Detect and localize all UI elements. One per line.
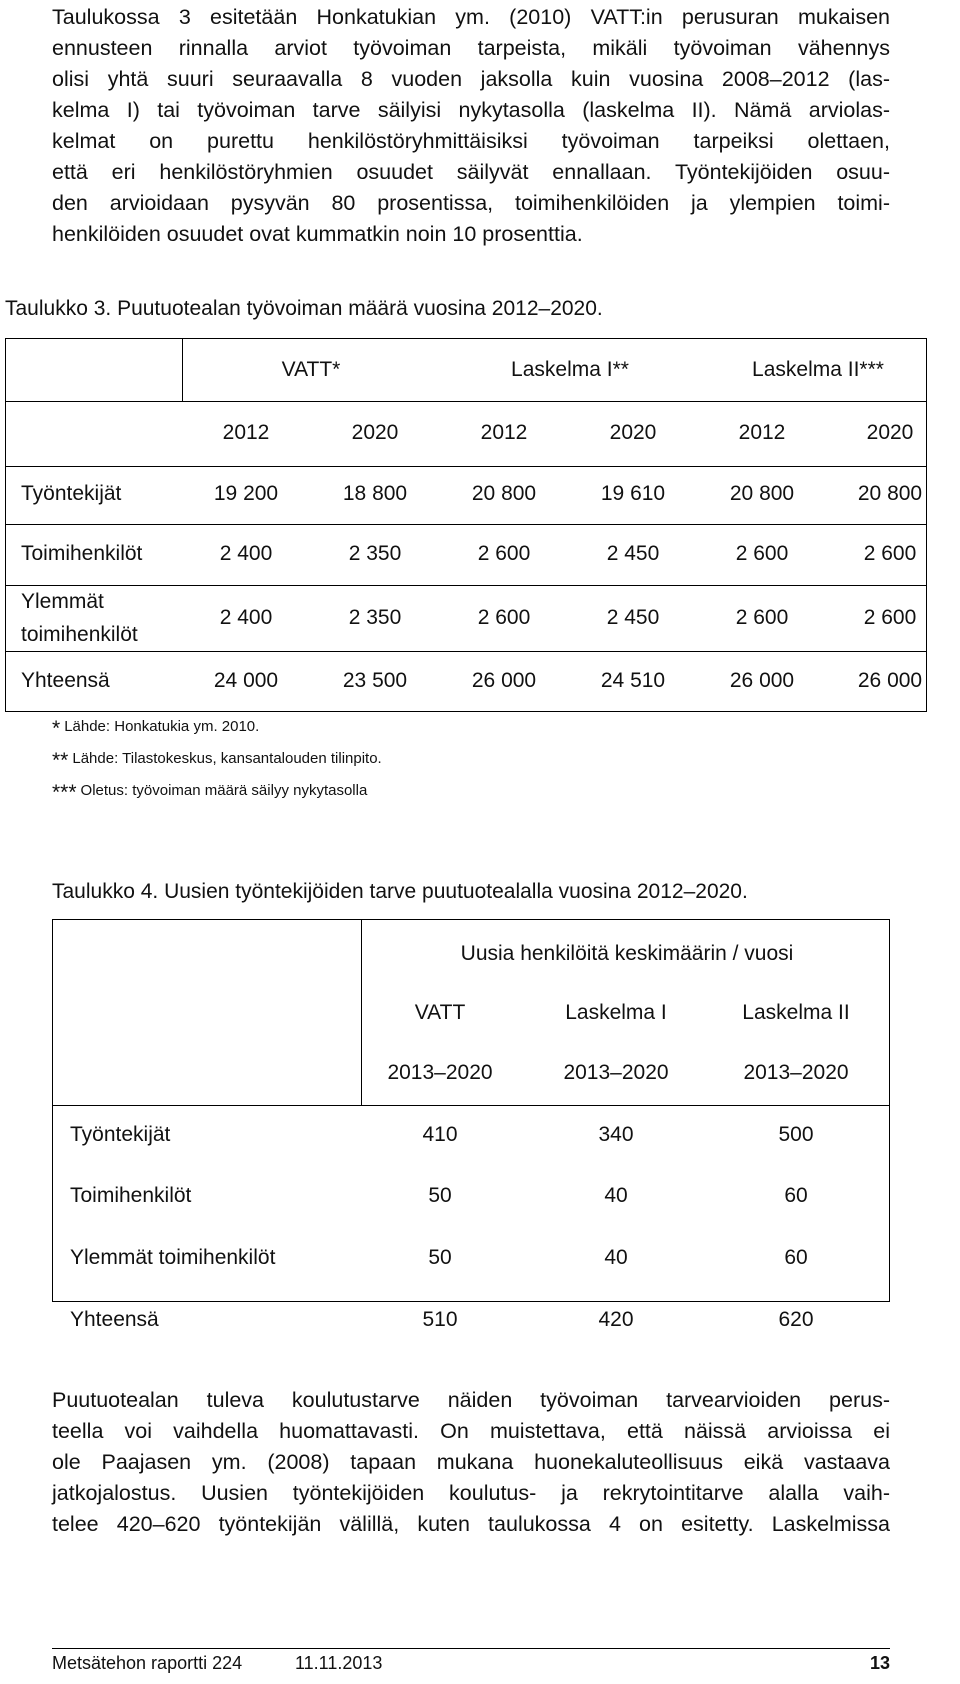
paragraph-line: että eri henkilöstöryhmien osuudet säilyvät ennallaan. Työntekijöiden osuu- [52,160,890,184]
footnote-text: Oletus: työvoiman määrä säilyy nykytasolla [80,782,368,799]
table3-frame [5,338,927,712]
table3-cell: 20 800 [471,482,537,505]
table4-period: 2013–2020 [387,1061,493,1084]
table4-cell: 40 [604,1184,628,1207]
table3-year: 2020 [866,421,914,444]
table4-cell: 60 [784,1246,808,1269]
table3-cell: 2 350 [348,542,402,565]
table3-year: 2012 [738,421,786,444]
table4-cell: 510 [422,1308,458,1331]
table3-group-vatt: VATT* [281,358,341,381]
table3-cell: 18 800 [342,482,408,505]
table3-year: 2012 [222,421,270,444]
table4-row-label: Toimihenkilöt [70,1184,192,1207]
footnote-mark: * [52,717,61,740]
table3-row-label: Työntekijät [21,482,122,505]
table3-rule [5,466,927,467]
table3-cell: 26 000 [471,669,537,692]
table3-cell: 19 610 [600,482,666,505]
table4-row-label: Työntekijät [70,1123,171,1146]
table4-cell: 420 [598,1308,634,1331]
table4-period: 2013–2020 [743,1061,849,1084]
table3-cell: 2 450 [606,606,660,629]
paragraph-line: kelma I) tai työvoiman tarve säilyisi nykytasolla (laskelma II). Nämä arviolas- [52,98,890,122]
table4-cell: 50 [428,1184,452,1207]
table3-cell: 2 600 [477,542,531,565]
table3-cell: 2 600 [735,542,789,565]
footnote-mark: *** [52,781,77,804]
table3-note [52,717,259,741]
table3-cell: 2 600 [735,606,789,629]
table3-rule [5,585,927,586]
table3-cell: 24 000 [213,669,279,692]
table3-rule [5,524,927,525]
footnote-mark: ** [52,749,69,772]
table4-cell: 60 [784,1184,808,1207]
table4-period: 2013–2020 [563,1061,669,1084]
table3-cell: 19 200 [213,482,279,505]
table3-cell: 2 350 [348,606,402,629]
table3-group-laskelma-1: Laskelma I** [511,358,629,381]
table3-cell: 26 000 [729,669,795,692]
paragraph-line: ennusteen rinnalla arviot työvoiman tarpeista, mikäli työvoiman vähennys [52,36,890,60]
table4-cell: 620 [778,1308,814,1331]
table4-row-label: Yhteensä [70,1308,159,1331]
table3-note [52,781,367,805]
paragraph-line: telee 420–620 työntekijän välillä, kuten taulukossa 4 on esitetty. Laskelmissa [52,1512,890,1536]
footnote-text: Lähde: Tilastokeskus, kansantalouden tilinpito. [72,750,382,767]
table4-group: VATT [414,1001,466,1024]
table3-cell: 2 450 [606,542,660,565]
table3-year: 2020 [609,421,657,444]
paragraph-line: Puutuotealan tuleva koulutustarve näiden työvoiman tarvearvioiden perus- [52,1388,890,1412]
table3-cell: 2 400 [219,542,273,565]
table3-row-label: Yhteensä [21,669,110,692]
table3-row-label: toimihenkilöt [21,623,138,646]
footer-rule [52,1648,890,1649]
paragraph-line: olisi yhtä suuri seuraavalla 8 vuoden jaksolla kuin vuosina 2008–2012 (las- [52,67,890,91]
table3-caption: Taulukko 3. Puutuotealan työvoiman määrä vuosina 2012–2020. [5,297,603,320]
table4-frame [52,919,890,1302]
paragraph-line: den arvioidaan pysyvän 80 prosentissa, toimihenkilöiden ja ylempien toimi- [52,191,890,215]
table4-row-label: Ylemmät toimihenkilöt [70,1246,276,1269]
table4-group: Laskelma II [742,1001,850,1024]
table3-cell: 23 500 [342,669,408,692]
table3-cell: 24 510 [600,669,666,692]
table4-header: Uusia henkilöitä keskimäärin / vuosi [460,942,794,965]
table3-year: 2012 [480,421,528,444]
table4-cell: 410 [422,1123,458,1146]
table4-cell: 50 [428,1246,452,1269]
paragraph-line: ole Paajasen ym. (2008) tapaan mukana huonekaluteollisuus eikä vastaava [52,1450,890,1474]
paragraph-line: teella voi vaihdella huomattavasti. On muistettava, että näissä arvioissa ei [52,1419,890,1443]
table4-cell: 40 [604,1246,628,1269]
table4-group: Laskelma I [565,1001,667,1024]
table4-rule [52,1105,890,1106]
footer-date: 11.11.2013 [295,1653,383,1673]
table3-cell: 2 600 [477,606,531,629]
table3-cell: 20 800 [857,482,923,505]
table3-note [52,749,382,773]
paragraph-line: Taulukossa 3 esitetään Honkatukian ym. (2010) VATT:in perusuran mukaisen [52,5,890,29]
paragraph-line: henkilöiden osuudet ovat kummatkin noin 10 prosenttia. [52,222,583,246]
intro-paragraph [52,2,890,250]
table3-row-label: Toimihenkilöt [21,542,143,565]
paragraph-line: kelmat on purettu henkilöstöryhmittäisiksi työvoiman tarpeiksi olettaen, [52,129,890,153]
footnote-text: Lähde: Honkatukia ym. 2010. [64,718,260,735]
table3-year: 2020 [351,421,399,444]
paragraph-line: jatkojalostus. Uusien työntekijöiden koulutus- ja rekrytointitarve alalla vaih- [52,1481,890,1505]
page-number: 13 [869,1653,890,1673]
table3-cell: 2 600 [863,606,917,629]
table3-divider [182,338,183,402]
table3-row-label: Ylemmät [21,590,104,613]
table4-cell: 500 [778,1123,814,1146]
table3-rule [5,401,927,402]
table3-cell: 2 400 [219,606,273,629]
table3-rule [5,651,927,652]
table3-group-laskelma-2: Laskelma II*** [752,358,884,381]
table4-cell: 340 [598,1123,634,1146]
table3-cell: 2 600 [863,542,917,565]
table4-divider [361,919,362,1105]
table3-cell: 26 000 [857,669,923,692]
table3-cell: 20 800 [729,482,795,505]
body-paragraph [52,1385,890,1540]
table4-caption: Taulukko 4. Uusien työntekijöiden tarve puutuotealalla vuosina 2012–2020. [52,880,748,903]
footer-publication: Metsätehon raportti 224 [52,1653,243,1673]
